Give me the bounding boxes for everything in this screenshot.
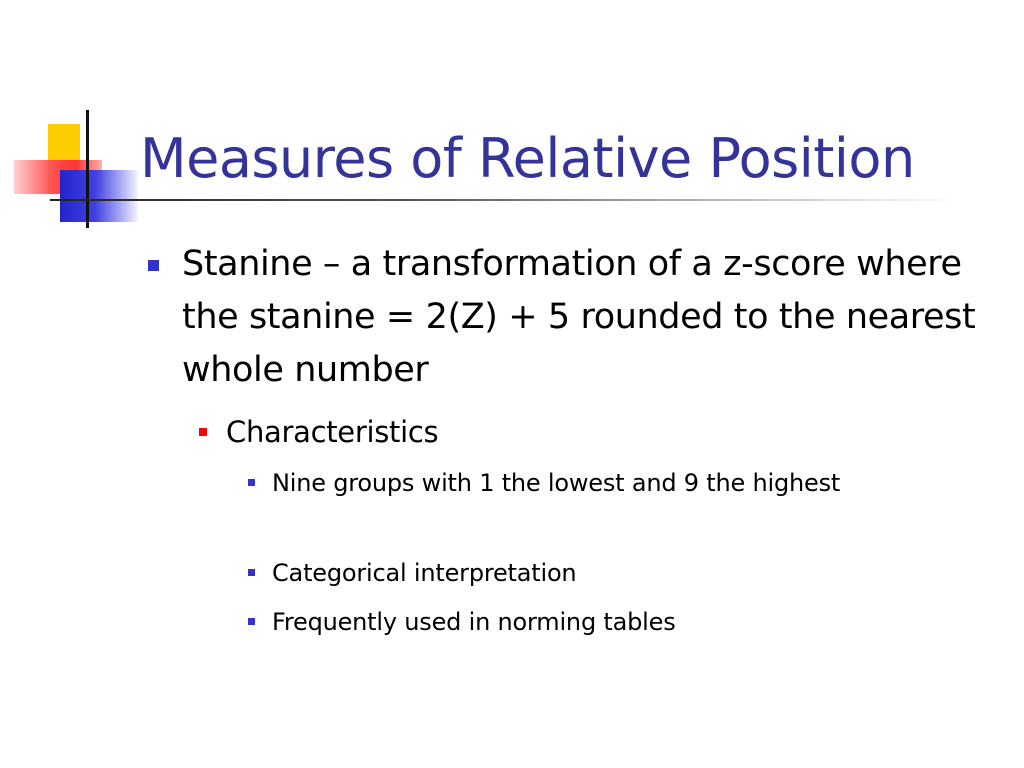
square-bullet-icon	[248, 479, 255, 486]
slide-title: Measures of Relative Position	[140, 127, 915, 190]
bullet-text: Stanine – a transformation of a z-score where the stanine = 2(Z) + 5 rounded to the nearest whole number	[182, 244, 976, 390]
bullet-level3	[272, 553, 952, 593]
bullet-text: Frequently used in norming tables	[272, 608, 676, 636]
bullet-text: Categorical interpretation	[272, 559, 577, 587]
bullet-level3	[272, 463, 952, 503]
bullet-text: Characteristics	[226, 415, 439, 449]
square-bullet-icon	[248, 569, 255, 576]
square-bullet-icon	[199, 428, 207, 436]
square-bullet-icon	[148, 260, 159, 271]
bullet-level3	[272, 602, 952, 642]
bullet-level1	[182, 238, 982, 397]
square-bullet-icon	[248, 618, 255, 625]
bullet-level2	[226, 410, 946, 454]
bullet-text: Nine groups with 1 the lowest and 9 the highest	[272, 469, 841, 497]
